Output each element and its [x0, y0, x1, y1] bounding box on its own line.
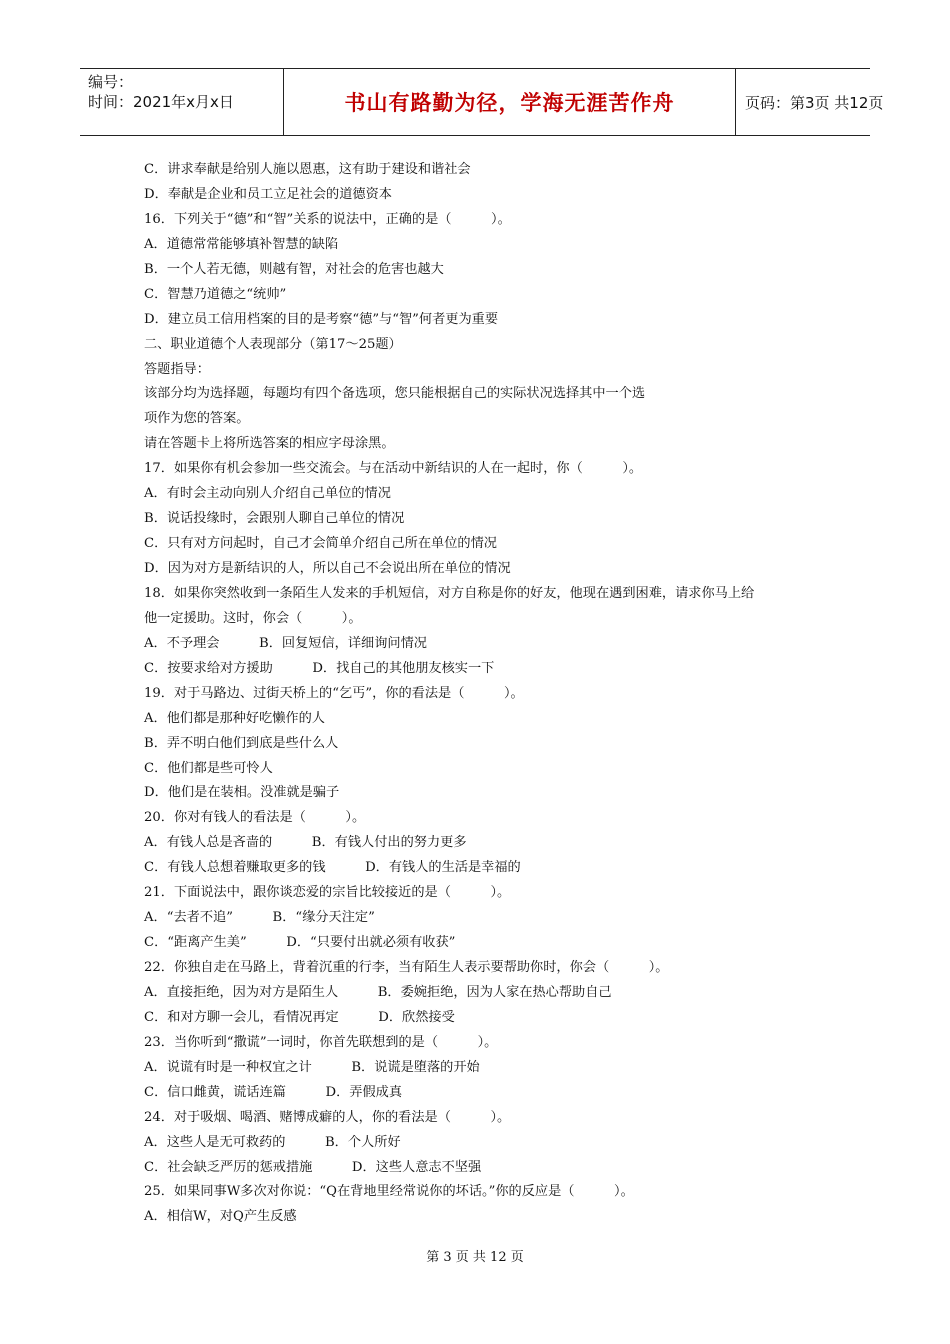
text-line: C．智慧乃道德之“统帅” [144, 286, 287, 302]
text-line: D．他们是在装相。没准就是骗子 [144, 785, 340, 801]
document-time-label: 时间：2021年x月x日 [88, 93, 234, 111]
text-line: 25．如果同事W多次对你说：“Q在背地里经常说你的坏话。”你的反应是（ ）。 [144, 1184, 634, 1200]
header-left [80, 69, 283, 135]
document-number-label: 编号： [88, 73, 134, 91]
text-line: D．因为对方是新结识的人，所以自己不会说出所在单位的情况 [144, 561, 511, 576]
text-line: C．只有对方问起时，自己才会简单介绍自己所在单位的情况 [144, 536, 497, 552]
text-line: D．建立员工信用档案的目的是考察“德”与“智”何者更为重要 [144, 311, 499, 327]
text-line: 23．当你听到“撒谎”一词时，你首先联想到的是（ ）。 [144, 1034, 498, 1050]
text-line: C．有钱人总想着赚取更多的钱 D．有钱人的生活是幸福的 [144, 860, 521, 876]
text-line: C．他们都是些可怜人 [144, 760, 273, 776]
text-line: A．直接拒绝，因为对方是陌生人 B．委婉拒绝，因为人家在热心帮助自己 [144, 984, 612, 1000]
header-page-info: 页码：第3页 共12页 [745, 93, 884, 112]
text-line: C．信口雌黄，谎话连篇 D．弄假成真 [144, 1084, 403, 1100]
text-line: 17．如果你有机会参加一些交流会。与在活动中新结识的人在一起时，你（ ）。 [144, 461, 643, 477]
text-line: 19．对于马路边、过街天桥上的“乞丐”，你的看法是（ ）。 [144, 685, 524, 701]
text-line: 二、职业道德个人表现部分（第17～25题） [144, 336, 402, 352]
text-line: A．说谎有时是一种权宜之计 B．说谎是堕落的开始 [144, 1059, 480, 1075]
text-line: C．讲求奉献是给别人施以恩惠，这有助于建设和谐社会 [144, 162, 471, 177]
text-line: 他一定援助。这时，你会（ ）。 [144, 610, 362, 626]
text-line: C．社会缺乏严厉的惩戒措施 D．这些人意志不坚强 [144, 1159, 482, 1175]
text-line: 22．你独自走在马路上，背着沉重的行李，当有陌生人表示要帮助你时，你会（ ）。 [144, 960, 669, 975]
text-line: A．道德常常能够填补智慧的缺陷 [144, 236, 339, 252]
text-line: A．他们都是那种好吃懒作的人 [144, 710, 325, 726]
text-line: B．弄不明白他们到底是些什么人 [144, 735, 339, 751]
text-line: 16．下列关于“德”和“智”关系的说法中，正确的是（ ）。 [144, 211, 511, 227]
text-line: C．和对方聊一会儿，看情况再定 D．欣然接受 [144, 1009, 455, 1025]
text-line: B．一个人若无德，则越有智，对社会的危害也越大 [144, 261, 444, 277]
header-motto: 书山有路勤为径，学海无涯苦作舟 [344, 91, 675, 115]
document-body [144, 158, 824, 1230]
page-header [80, 68, 884, 136]
text-line: 答题指导： [144, 361, 210, 377]
text-line: C．“距离产生美” D．“只要付出就必须有收获” [144, 935, 456, 951]
text-line: A．不予理会 B．回复短信，详细询问情况 [144, 635, 427, 651]
text-line: 21．下面说法中，跟你谈恋爱的宗旨比较接近的是（ ）。 [144, 885, 511, 901]
text-line: A．有时会主动向别人介绍自己单位的情况 [144, 486, 391, 502]
page-footer: 第 3 页 共 12 页 [426, 1250, 524, 1265]
text-line: A．“去者不追” B．“缘分天注定” [144, 910, 375, 926]
text-line: B．说话投缘时，会跟别人聊自己单位的情况 [144, 511, 405, 527]
header-motto-cell [283, 69, 736, 135]
text-line: 18．如果你突然收到一条陌生人发来的手机短信，对方自称是你的好友，他现在遇到困难，请求你马上给 [144, 585, 755, 601]
text-line: A．有钱人总是吝啬的 B．有钱人付出的努力更多 [144, 835, 467, 851]
text-line: C．按要求给对方援助 D．找自己的其他朋友核实一下 [144, 660, 495, 676]
text-line: 请在答题卡上将所选答案的相应字母涂黑。 [144, 436, 395, 452]
text-line: 20．你对有钱人的看法是（ ）。 [144, 810, 366, 826]
text-line: A．相信W，对Q产生反感 [144, 1209, 297, 1225]
text-line: 项作为您的答案。 [144, 411, 250, 427]
text-line: D．奉献是企业和员工立足社会的道德资本 [144, 186, 392, 202]
text-line: 24．对于吸烟、喝酒、赌博成癖的人，你的看法是（ ）。 [144, 1109, 511, 1125]
text-line: A．这些人是无可救药的 B．个人所好 [144, 1134, 401, 1150]
text-line: 该部分均为选择题，每题均有四个备选项，您只能根据自己的实际状况选择其中一个选 [144, 386, 646, 402]
